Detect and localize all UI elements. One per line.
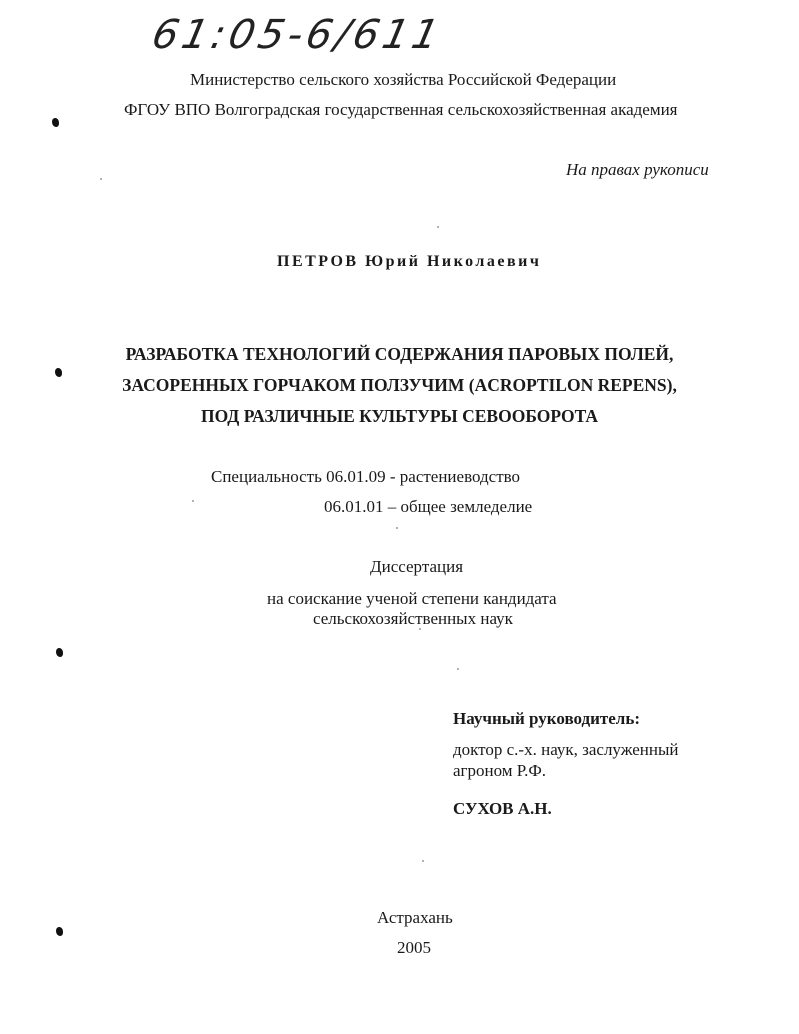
specialty-line-2: 06.01.01 – общее земледелие — [324, 497, 533, 516]
dissertation-title — [0, 339, 799, 432]
handwritten-archive-number: 61:05-6/611 — [148, 12, 447, 58]
year: 2005 — [397, 938, 431, 957]
scan-speck — [396, 527, 398, 529]
supervisor-degree-line-1: доктор с.-х. наук, заслуженный — [453, 740, 679, 759]
degree-line-1: на соискание ученой степени кандидата — [267, 589, 557, 608]
title-line: ПОД РАЗЛИЧНЫЕ КУЛЬТУРЫ СЕВООБОРОТА — [200, 406, 599, 426]
author-name — [277, 253, 541, 271]
scan-speck — [192, 500, 194, 502]
ministry-line: Министерство сельского хозяйства Российской Федерации — [190, 70, 617, 89]
city: Астрахань — [377, 908, 453, 927]
scan-speck — [457, 668, 459, 670]
dissertation-heading: Диссертация — [370, 557, 464, 576]
author-given-names: Юрий Николаевич — [365, 253, 542, 270]
scan-speck — [100, 178, 102, 180]
academy-line: ФГОУ ВПО Волгоградская государственная сельскохозяйственная академия — [124, 100, 678, 119]
rights-note: На правах рукописи — [566, 160, 709, 179]
scan-speck — [422, 860, 424, 862]
supervisor-degree-line-2: агроном Р.Ф. — [453, 761, 547, 780]
scan-speck — [437, 226, 439, 228]
author-surname: ПЕТРОВ — [277, 253, 359, 270]
degree-line-2: сельскохозяйственных наук — [313, 609, 513, 628]
supervisor-name: СУХОВ А.Н. — [453, 799, 552, 818]
binder-hole-mark — [56, 648, 63, 657]
title-line: ЗАСОРЕННЫХ ГОРЧАКОМ ПОЛЗУЧИМ (ACROPTILON REPENS), — [122, 375, 677, 395]
specialty-line-1: Специальность 06.01.09 - растениеводство — [211, 467, 521, 486]
binder-hole-mark — [52, 118, 59, 127]
supervisor-label: Научный руководитель: — [453, 709, 640, 728]
title-line: РАЗРАБОТКА ТЕХНОЛОГИЙ СОДЕРЖАНИЯ ПАРОВЫХ ПОЛЕЙ, — [125, 344, 674, 364]
binder-hole-mark — [56, 927, 63, 936]
